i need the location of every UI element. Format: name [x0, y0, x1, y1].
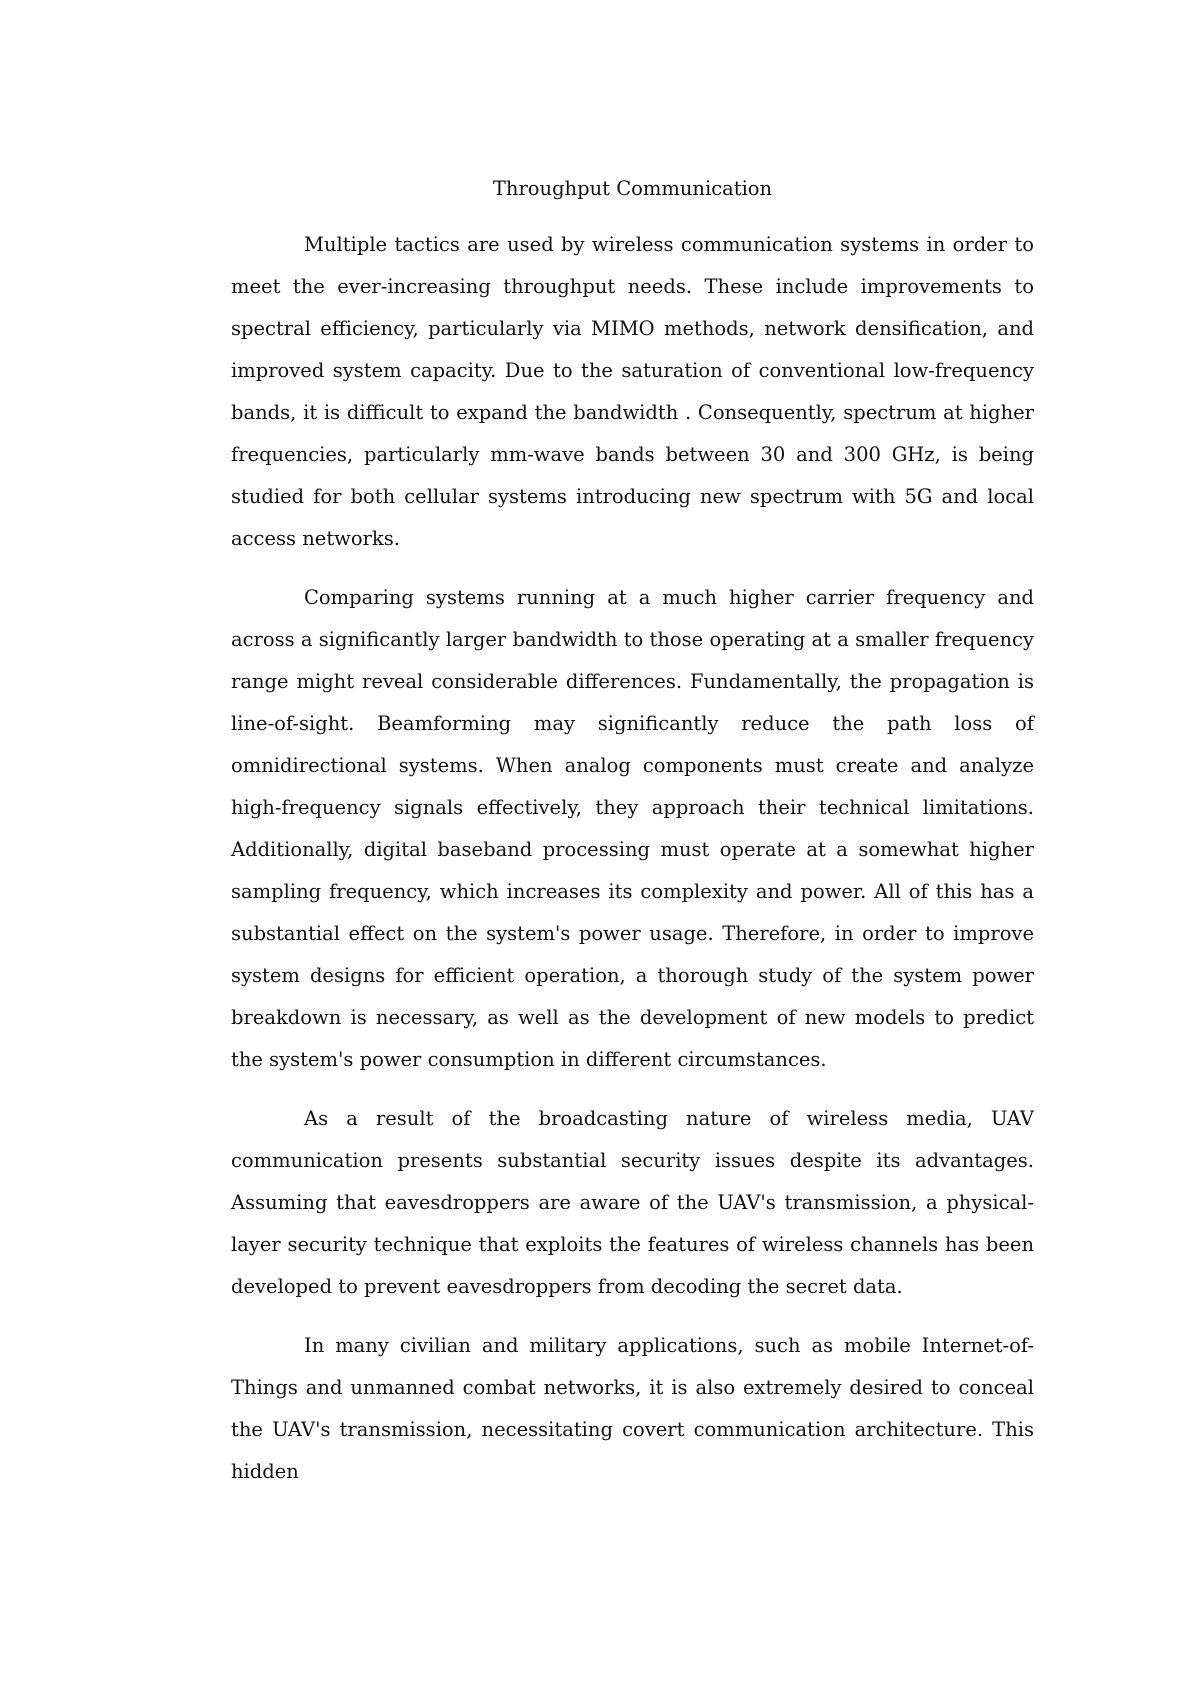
- paragraph-4: In many civilian and military applications, such as mobile Internet-of-Things and unmanned combat networks, it is also extremely desired to conceal the UAV's transmission, necessitating covert communication architecture. This hidden: [231, 1334, 1034, 1483]
- document-body: [231, 168, 1034, 1510]
- paragraph-3: As a result of the broadcasting nature of wireless media, UAV communication presents substantial security issues despite its advantages. Assuming that eavesdroppers are aware of the UAV's transmission, a physical-layer security technique that exploits the features of wireless channels has been developed to prevent eavesdroppers from decoding the secret data.: [231, 1107, 1034, 1298]
- paragraph-1: Multiple tactics are used by wireless communication systems in order to meet the ever-increasing throughput needs. These include improvements to spectral efficiency, particularly via MIMO methods, network densification, and improved system capacity. Due to the saturation of conventional low-frequency bands, it is difficult to expand the bandwidth . Consequently, spectrum at higher frequencies, particularly mm-wave bands between 30 and 300 GHz, is being studied for both cellular systems introducing new spectrum with 5G and local access networks.: [231, 233, 1034, 550]
- paragraph-2: Comparing systems running at a much higher carrier frequency and across a significantly larger bandwidth to those operating at a smaller frequency range might reveal considerable differences. Fundamentally, the propagation is line-of-sight. Beamforming may significantly reduce the path loss of omnidirectional systems. When analog components must create and analyze high-frequency signals effectively, they approach their technical limitations. Additionally, digital baseband processing must operate at a somewhat higher sampling frequency, which increases its complexity and power. All of this has a substantial effect on the system's power usage. Therefore, in order to improve system designs for efficient operation, a thorough study of the system power breakdown is necessary, as well as the development of new models to predict the system's power consumption in different circumstances.: [231, 586, 1034, 1071]
- document-title: Throughput Communication: [492, 177, 773, 200]
